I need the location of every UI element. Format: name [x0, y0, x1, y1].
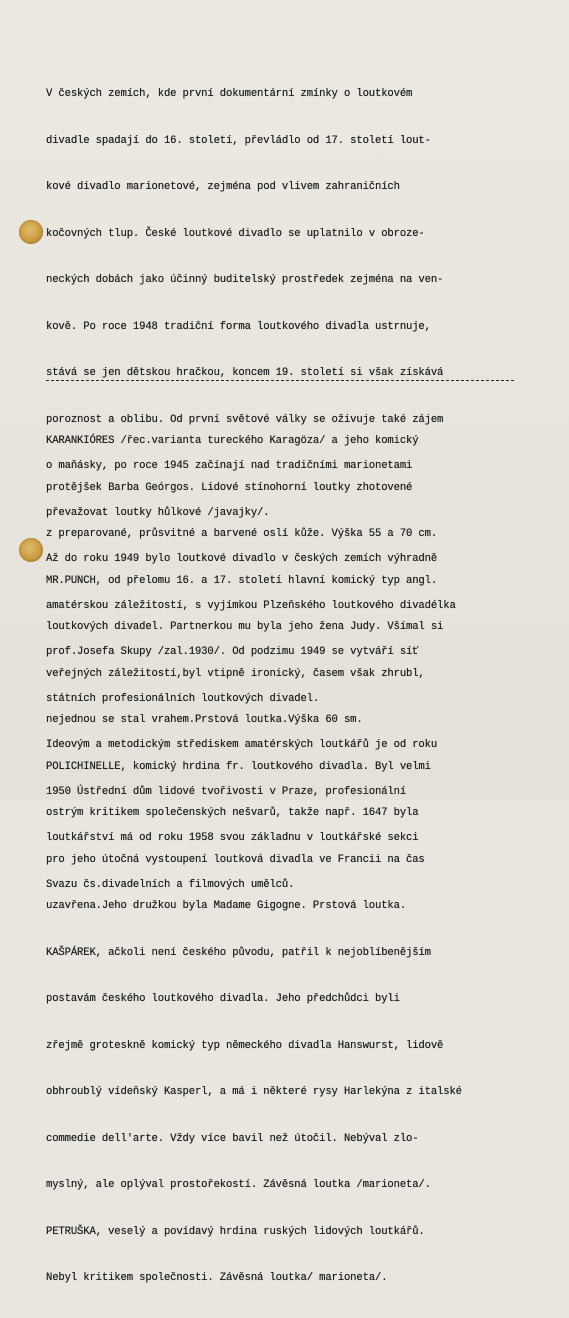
text-line: obhroublý vídeňský Kasperl, a má i některé rysy Harlekýna z italské: [46, 1086, 462, 1098]
dashed-divider: [46, 380, 514, 381]
text-line: zřejmě groteskně komický typ německého divadla Hanswurst, lidově: [46, 1039, 444, 1052]
text-line: MR.PUNCH, od přelomu 16. a 17. století hlavní komický typ angl.: [46, 574, 438, 587]
text-line: uzavřena.Jeho družkou byla Madame Gigogne. Prstová loutka.: [46, 900, 407, 912]
text-line: myslný, ale oplýval prostořekostí. Závěsná loutka /marioneta/.: [46, 1179, 431, 1191]
text-line: z preparované, průsvitné a barvené oslí kůže. Výška 55 a 70 cm.: [46, 528, 438, 540]
text-line: postavám českého loutkového divadla. Jeho předchůdci byli: [46, 993, 400, 1005]
text-line: převažovat loutky hůlkové /javajky/.: [46, 506, 270, 519]
text-line: pro jeho útočná vystoupení loutková divadla ve Francii na čas: [46, 853, 425, 866]
text-line: POLICHINELLE, komický hrdina fr. loutkového divadla. Byl velmi: [46, 760, 431, 773]
text-line: prof.Josefa Skupy /zal.1930/. Od podzimu 1949 se vytváří síť: [46, 646, 419, 658]
text-line: o maňásky, po roce 1945 začínají nad tradičními marionetami: [46, 460, 413, 472]
text-line: KARANKIÓRES /řec.varianta tureckého Karagöza/ a jeho komický: [46, 435, 419, 447]
punch-hole-bottom: [19, 538, 43, 562]
text-line: 1950 Ústřední dům lidové tvořivosti v Praze, profesionální: [46, 785, 407, 798]
text-line: divadle spadají do 16. století, převládlo od 17. století lout-: [46, 134, 431, 147]
text-line: V českých zemích, kde první dokumentární zmínky o loutkovém: [46, 88, 413, 100]
text-line: neckých dobách jako účinný buditelský prostředek zejména na ven-: [46, 274, 444, 286]
text-line: loutkových divadel. Partnerkou mu byla jeho žena Judy. Všímal si: [46, 621, 444, 633]
text-line: kově. Po roce 1948 tradiční forma loutkového divadla ustrnuje,: [46, 320, 431, 333]
text-line: ostrým kritikem společenských nešvarů, takže např. 1647 byla: [46, 807, 419, 819]
text-line: PETRUŠKA, veselý a povídavý hrdina ruských lidových loutkářů.: [46, 1225, 425, 1238]
text-line: KAŠPÁREK, ačkoli není českého původu, patřil k nejoblíbenějším: [46, 946, 431, 959]
text-line: kové divadlo marionetové, zejména pod vlivem zahraničních: [46, 181, 400, 193]
text-line: státních profesionálních loutkových divadel.: [46, 692, 320, 705]
text-line: Svazu čs.divadelních a filmových umělců.: [46, 878, 295, 891]
text-line: stává se jen dětskou hračkou, koncem 19. století si však získává: [46, 367, 444, 379]
text-line: Nebyl kritikem společnosti. Závěsná loutka/ marioneta/.: [46, 1272, 388, 1284]
text-line: commedie dell'arte. Vždy více bavil než útočil. Nebýval zlo-: [46, 1132, 419, 1145]
text-line: loutkářství má od roku 1958 svou základnu v loutkářské sekci: [46, 832, 419, 844]
text-line: kočovných tlup. České loutkové divadlo se uplatnilo v obroze-: [46, 227, 425, 240]
text-line: poroznost a oblibu. Od první světové války se oživuje také zájem: [46, 413, 444, 426]
text-line: nejednou se stal vrahem.Prstová loutka.Výška 60 sm.: [46, 714, 363, 726]
text-line: protějšek Barba Geórgos. Lidové stínohorní loutky zhotovené: [46, 481, 413, 494]
text-line: veřejných záležitostí,byl vtipně ironický, časem však zhrubl,: [46, 667, 425, 680]
punch-hole-top: [19, 220, 43, 244]
section-2-text: [46, 403, 556, 1318]
text-line: Ideovým a metodickým střediskem amatérských loutkářů je od roku: [46, 739, 438, 751]
text-line: amatérskou záležitostí, s vyjímkou Plzeňského loutkového divadélka: [46, 599, 456, 612]
text-line: Až do roku 1949 bylo loutkové divadlo v českých zemích výhradně: [46, 553, 438, 565]
